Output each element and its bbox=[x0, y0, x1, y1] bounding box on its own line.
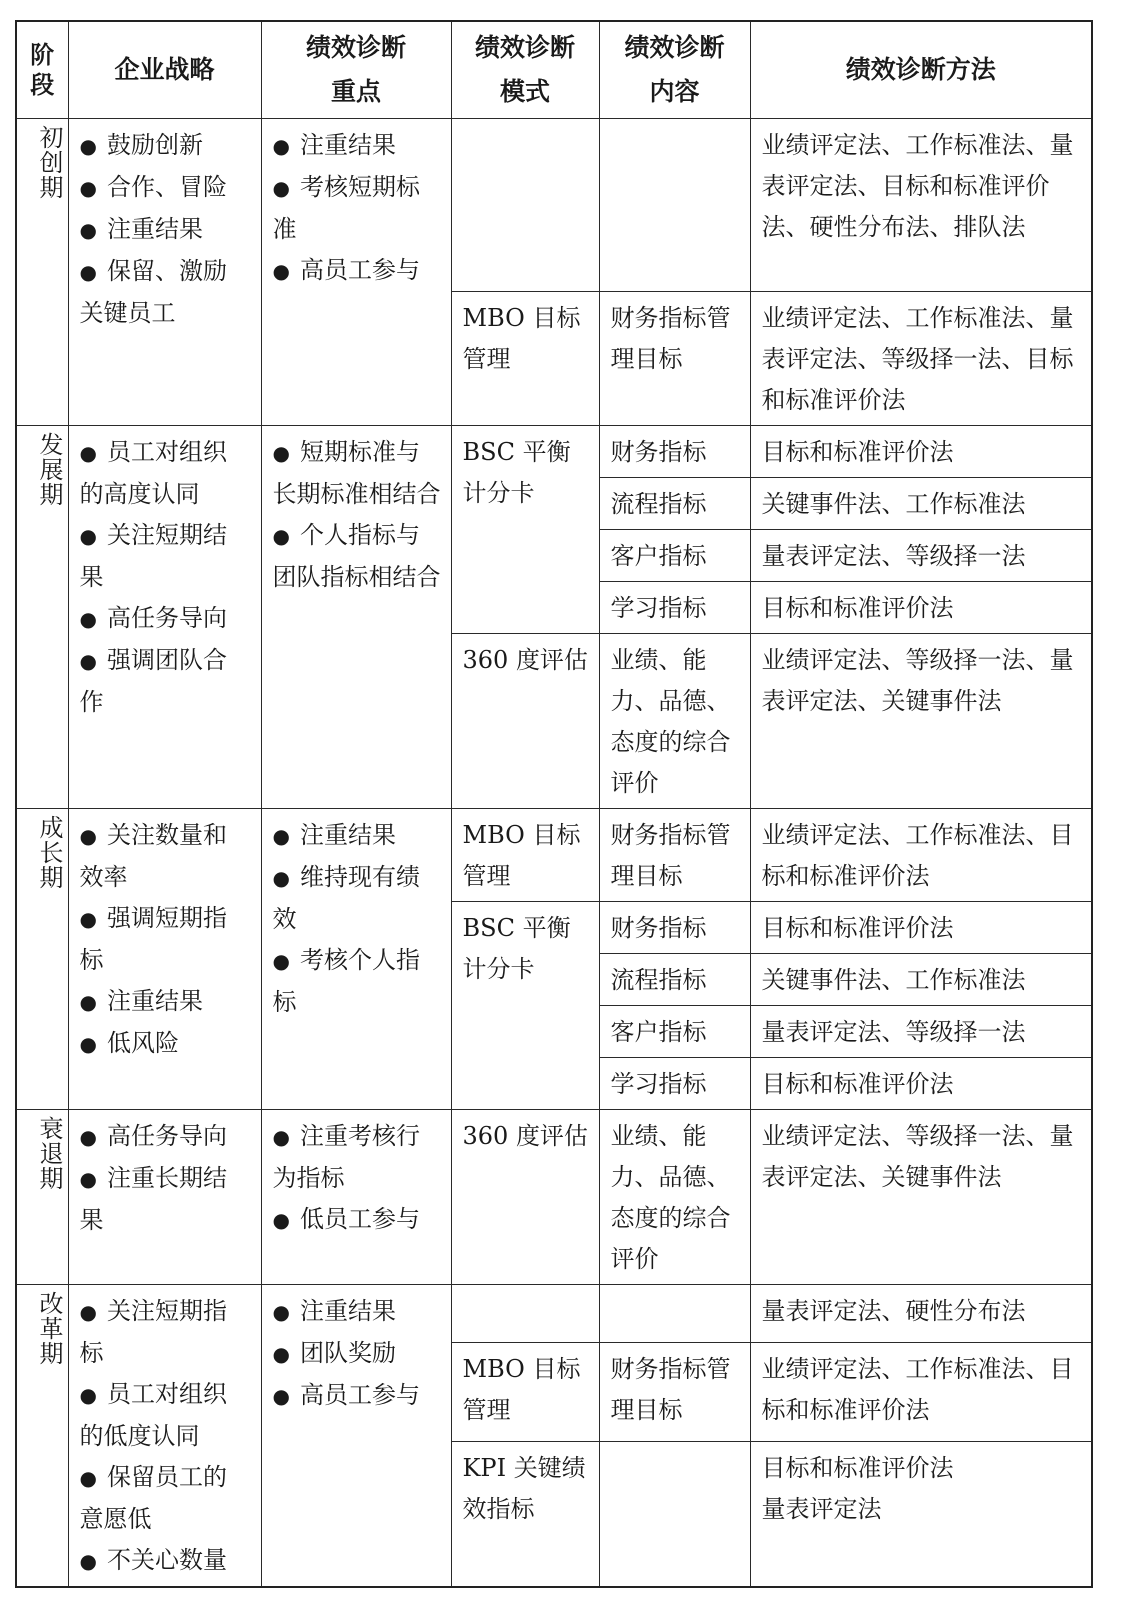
focus-cell bbox=[261, 426, 451, 809]
mode-cell: KPI 关键绩效指标 bbox=[451, 1441, 599, 1587]
table-row bbox=[16, 426, 1092, 478]
focus-cell bbox=[261, 119, 451, 426]
strategy-item: ● 高任务导向 bbox=[80, 1116, 251, 1158]
method-cell: 关键事件法、工作标准法 bbox=[750, 478, 1092, 530]
content-cell: 业绩、能力、品德、态度的综合评价 bbox=[599, 634, 750, 809]
strategy-item: ● 低风险 bbox=[80, 1023, 251, 1065]
strategy-item: ● 员工对组织的高度认同 bbox=[80, 432, 251, 515]
content-cell bbox=[599, 1441, 750, 1587]
method-cell: 量表评定法、硬性分布法 bbox=[750, 1285, 1092, 1343]
focus-item: ● 短期标准与长期标准相结合 bbox=[273, 432, 441, 515]
method-cell: 量表评定法、等级择一法 bbox=[750, 1006, 1092, 1058]
content-cell: 客户指标 bbox=[599, 1006, 750, 1058]
strategy-item: ● 关注数量和效率 bbox=[80, 815, 251, 898]
strategy-cell bbox=[68, 1110, 261, 1285]
focus-item: ● 考核短期标准 bbox=[273, 167, 441, 250]
method-cell: 目标和标准评价法 bbox=[750, 1058, 1092, 1110]
method-cell: 业绩评定法、等级择一法、量表评定法、关键事件法 bbox=[750, 634, 1092, 809]
method-cell: 业绩评定法、等级择一法、量表评定法、关键事件法 bbox=[750, 1110, 1092, 1285]
content-cell bbox=[599, 1285, 750, 1343]
strategy-item: ● 关注短期结果 bbox=[80, 515, 251, 598]
mode-cell: MBO 目标管理 bbox=[451, 809, 599, 902]
content-cell: 财务指标管理目标 bbox=[599, 1343, 750, 1442]
content-cell: 流程指标 bbox=[599, 478, 750, 530]
focus-item: ● 注重结果 bbox=[273, 1291, 441, 1333]
strategy-item: ● 保留员工的意愿低 bbox=[80, 1457, 251, 1540]
focus-item: ● 考核个人指标 bbox=[273, 940, 441, 1023]
focus-item: ● 低员工参与 bbox=[273, 1199, 441, 1241]
content-cell: 财务指标管理目标 bbox=[599, 292, 750, 426]
mode-cell: MBO 目标管理 bbox=[451, 292, 599, 426]
method-cell: 业绩评定法、工作标准法、目标和标准评价法 bbox=[750, 809, 1092, 902]
content-cell: 客户指标 bbox=[599, 530, 750, 582]
focus-item: ● 注重结果 bbox=[273, 125, 441, 167]
mode-cell: BSC 平衡计分卡 bbox=[451, 902, 599, 1110]
stage-cell: 衰退期 bbox=[16, 1110, 68, 1285]
method-cell: 目标和标准评价法 bbox=[750, 426, 1092, 478]
method-cell: 业绩评定法、工作标准法、量表评定法、目标和标准评价法、硬性分布法、排队法 bbox=[750, 119, 1092, 292]
strategy-item: ● 员工对组织的低度认同 bbox=[80, 1374, 251, 1457]
strategy-item: ● 不关心数量 bbox=[80, 1540, 251, 1582]
focus-item: ● 个人指标与团队指标相结合 bbox=[273, 515, 441, 598]
focus-cell bbox=[261, 1285, 451, 1588]
method-cell: 目标和标准评价法 bbox=[750, 902, 1092, 954]
strategy-item: ● 强调短期指标 bbox=[80, 898, 251, 981]
table-row bbox=[16, 1285, 1092, 1343]
content-cell: 财务指标管理目标 bbox=[599, 809, 750, 902]
header-stage: 阶段 bbox=[16, 21, 68, 119]
stage-cell: 初创期 bbox=[16, 119, 68, 426]
mode-cell: BSC 平衡计分卡 bbox=[451, 426, 599, 634]
header-strategy: 企业战略 bbox=[68, 21, 261, 119]
content-cell: 学习指标 bbox=[599, 1058, 750, 1110]
focus-cell bbox=[261, 1110, 451, 1285]
method-line: 量表评定法 bbox=[761, 1494, 882, 1523]
content-cell bbox=[599, 119, 750, 292]
header-method: 绩效诊断方法 bbox=[750, 21, 1092, 119]
strategy-item: ● 合作、冒险 bbox=[80, 167, 251, 209]
content-cell: 学习指标 bbox=[599, 582, 750, 634]
content-cell: 财务指标 bbox=[599, 902, 750, 954]
strategy-item: ● 鼓励创新 bbox=[80, 125, 251, 167]
strategy-cell bbox=[68, 809, 261, 1110]
strategy-item: ● 注重结果 bbox=[80, 981, 251, 1023]
strategy-cell bbox=[68, 119, 261, 426]
strategy-cell bbox=[68, 426, 261, 809]
mode-cell bbox=[451, 119, 599, 292]
strategy-item: ● 注重结果 bbox=[80, 209, 251, 251]
strategy-item: ● 高任务导向 bbox=[80, 598, 251, 640]
method-line: 目标和标准评价法 bbox=[761, 1453, 954, 1482]
table-row bbox=[16, 809, 1092, 902]
focus-item: ● 高员工参与 bbox=[273, 250, 441, 292]
header-focus: 绩效诊断 重点 bbox=[261, 21, 451, 119]
header-row bbox=[16, 21, 1092, 119]
method-cell bbox=[750, 1441, 1092, 1587]
stage-cell: 改革期 bbox=[16, 1285, 68, 1588]
strategy-item: ● 保留、激励关键员工 bbox=[80, 251, 251, 334]
header-mode: 绩效诊断 模式 bbox=[451, 21, 599, 119]
focus-item: ● 维持现有绩效 bbox=[273, 857, 441, 940]
method-cell: 业绩评定法、工作标准法、目标和标准评价法 bbox=[750, 1343, 1092, 1442]
stage-cell: 发展期 bbox=[16, 426, 68, 809]
content-cell: 财务指标 bbox=[599, 426, 750, 478]
focus-item: ● 团队奖励 bbox=[273, 1333, 441, 1375]
stage-cell: 成长期 bbox=[16, 809, 68, 1110]
focus-item: ● 注重结果 bbox=[273, 815, 441, 857]
strategy-item: ● 注重长期结果 bbox=[80, 1158, 251, 1241]
content-cell: 流程指标 bbox=[599, 954, 750, 1006]
strategy-item: ● 强调团队合作 bbox=[80, 640, 251, 723]
method-cell: 目标和标准评价法 bbox=[750, 582, 1092, 634]
strategy-item: ● 关注短期指标 bbox=[80, 1291, 251, 1374]
table-row bbox=[16, 119, 1092, 292]
focus-item: ● 高员工参与 bbox=[273, 1375, 441, 1417]
method-cell: 量表评定法、等级择一法 bbox=[750, 530, 1092, 582]
header-content: 绩效诊断 内容 bbox=[599, 21, 750, 119]
mode-cell: 360 度评估 bbox=[451, 634, 599, 809]
method-cell: 关键事件法、工作标准法 bbox=[750, 954, 1092, 1006]
mode-cell bbox=[451, 1285, 599, 1343]
table-row bbox=[16, 1110, 1092, 1285]
mode-cell: 360 度评估 bbox=[451, 1110, 599, 1285]
performance-diagnosis-table bbox=[15, 20, 1093, 1588]
content-cell: 业绩、能力、品德、态度的综合评价 bbox=[599, 1110, 750, 1285]
focus-item: ● 注重考核行为指标 bbox=[273, 1116, 441, 1199]
strategy-cell bbox=[68, 1285, 261, 1588]
focus-cell bbox=[261, 809, 451, 1110]
mode-cell: MBO 目标管理 bbox=[451, 1343, 599, 1442]
method-cell: 业绩评定法、工作标准法、量表评定法、等级择一法、目标和标准评价法 bbox=[750, 292, 1092, 426]
